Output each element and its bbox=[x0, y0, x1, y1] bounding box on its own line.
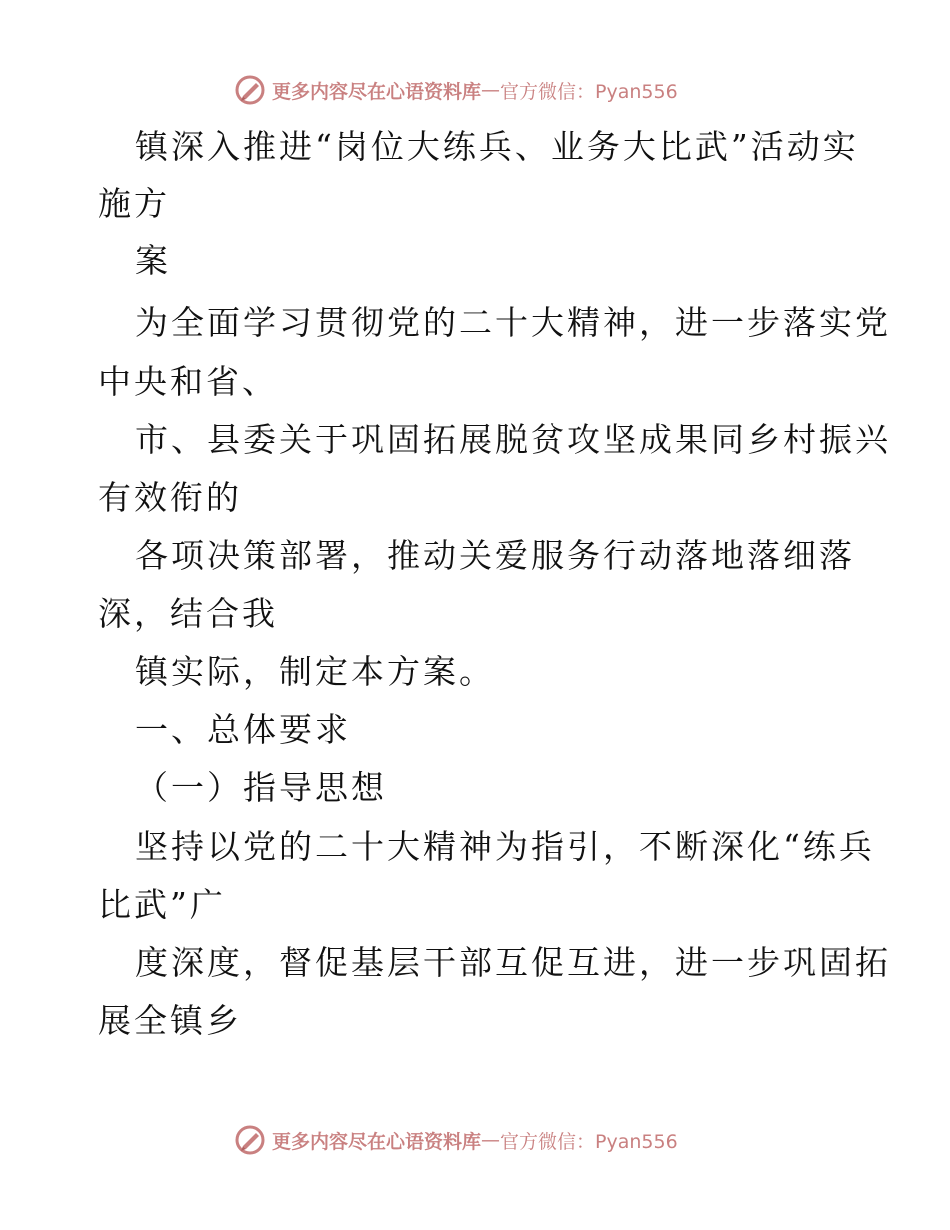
body-line: 比武”广 bbox=[98, 885, 226, 924]
banner-contact: 官方微信：Pyan556 bbox=[500, 80, 678, 103]
body-line: 镇深入推进“岗位大练兵、业务大比武”活动实 bbox=[135, 127, 859, 166]
body-line: 有效衔的 bbox=[98, 478, 242, 517]
banner-separator: — bbox=[481, 1129, 501, 1151]
body-line: 市、县委关于巩固拓展脱贫攻坚成果同乡村振兴 bbox=[135, 420, 891, 459]
subsection-heading: （一）指导思想 bbox=[135, 768, 387, 807]
banner-contact: 官方微信：Pyan556 bbox=[500, 1130, 678, 1153]
banner-site-text: 更多内容尽在心语资料库 bbox=[272, 1130, 482, 1153]
pen-logo-icon bbox=[234, 74, 266, 106]
pen-logo-icon bbox=[234, 1124, 266, 1156]
body-line: 镇实际，制定本方案。 bbox=[135, 652, 495, 691]
body-line: 坚持以党的二十大精神为指引，不断深化“练兵 bbox=[135, 827, 875, 866]
banner-separator: — bbox=[481, 79, 501, 101]
header-banner bbox=[234, 72, 714, 108]
footer-banner bbox=[234, 1122, 714, 1158]
section-heading: 一、总体要求 bbox=[135, 710, 351, 749]
body-line: 施方 bbox=[98, 184, 170, 223]
body-line: 各项决策部署，推动关爱服务行动落地落细落 bbox=[135, 536, 855, 575]
body-line: 中央和省、 bbox=[98, 362, 278, 401]
body-line: 展全镇乡 bbox=[98, 1001, 242, 1040]
body-line: 为全面学习贯彻党的二十大精神，进一步落实党 bbox=[135, 303, 891, 342]
body-line: 案 bbox=[135, 241, 171, 280]
body-line: 度深度，督促基层干部互促互进，进一步巩固拓 bbox=[135, 943, 891, 982]
banner-site-text: 更多内容尽在心语资料库 bbox=[272, 80, 482, 103]
body-line: 深，结合我 bbox=[98, 594, 278, 633]
